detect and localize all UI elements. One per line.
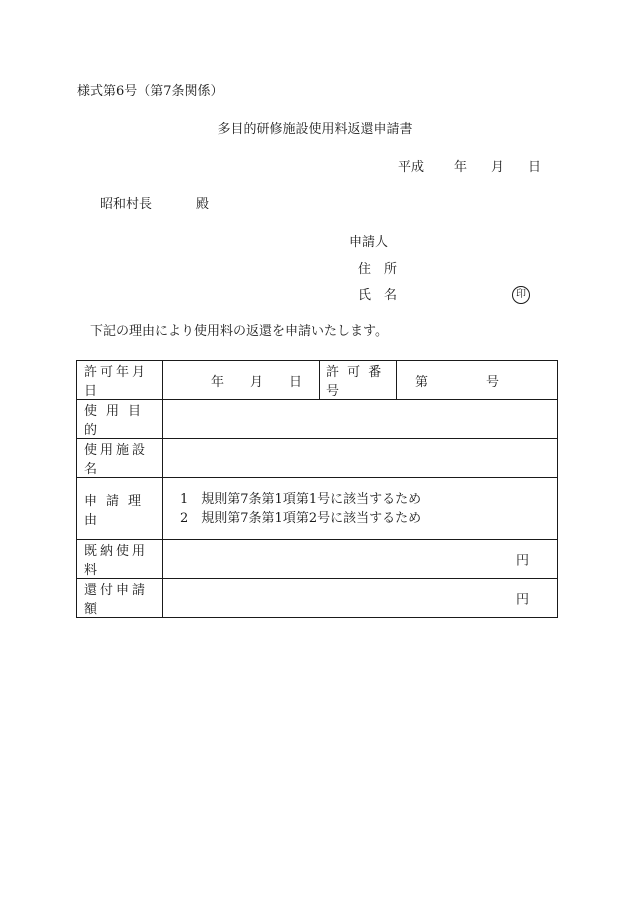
paid-fee-unit: 円 — [515, 553, 529, 569]
applicant-heading: 申請人 — [349, 235, 389, 250]
reason-row — [77, 478, 558, 540]
purpose-label: 使用目的 — [77, 400, 163, 439]
purpose-row — [77, 400, 558, 439]
permit-number-value[interactable] — [397, 361, 558, 400]
permit-number-prefix: 第 — [415, 374, 429, 390]
reason-option-2: 2 規則第7条第1項第2号に該当するため — [180, 510, 422, 526]
applicant-address-label: 住 所 — [358, 262, 398, 277]
intro-text: 下記の理由により使用料の返還を申請いたします。 — [90, 324, 388, 339]
refund-unit: 円 — [515, 592, 529, 608]
date-era: 平成 — [398, 160, 425, 175]
document-title: 多目的研修施設使用料返還申請書 — [217, 122, 413, 137]
permit-date-value[interactable] — [163, 361, 320, 400]
permit-date-day: 日 — [289, 374, 303, 390]
refund-label: 還付申請額 — [77, 579, 163, 618]
applicant-name-label: 氏 名 — [358, 288, 398, 303]
facility-row — [77, 439, 558, 478]
date-month: 月 — [491, 160, 505, 175]
permit-date-label: 許可年月日 — [77, 361, 163, 400]
reason-label: 申請理由 — [77, 478, 163, 540]
reason-option-1: 1 規則第7条第1項第1号に該当するため — [180, 491, 422, 507]
permit-date-month: 月 — [250, 374, 264, 390]
permit-number-suffix: 号 — [486, 374, 500, 390]
facility-value[interactable] — [163, 439, 558, 478]
application-table — [76, 360, 558, 618]
purpose-value[interactable] — [163, 400, 558, 439]
permit-date-year: 年 — [211, 374, 225, 390]
permit-number-label: 許 可 番 号 — [320, 361, 397, 400]
date-year: 年 — [454, 160, 468, 175]
addressee-name: 昭和村長 — [100, 197, 153, 212]
refund-value[interactable] — [163, 579, 558, 618]
addressee — [100, 198, 209, 211]
addressee-honorific: 殿 — [196, 197, 210, 212]
date-day: 日 — [528, 160, 542, 175]
paid-fee-label: 既納使用料 — [77, 540, 163, 579]
form-number: 様式第6号（第7条関係） — [77, 84, 224, 99]
seal-mark-icon: 印 — [512, 286, 530, 304]
paid-fee-row — [77, 540, 558, 579]
reason-value[interactable] — [163, 478, 558, 540]
date-line — [398, 161, 541, 174]
refund-row — [77, 579, 558, 618]
facility-label: 使用施設名 — [77, 439, 163, 478]
paid-fee-value[interactable] — [163, 540, 558, 579]
permit-date-row — [77, 361, 558, 400]
